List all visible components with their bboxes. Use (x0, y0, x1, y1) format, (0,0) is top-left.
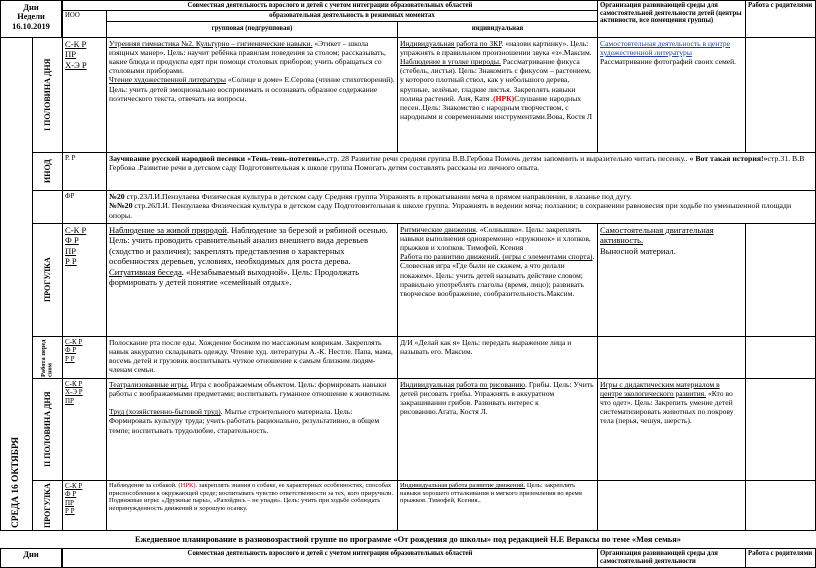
sleep-group-cell (106, 336, 398, 379)
morning-parents-cell (745, 37, 816, 153)
code: С-К Р (65, 39, 87, 49)
code: С-К Р (65, 482, 83, 490)
code: ПР (65, 396, 74, 405)
dog-observation-text: закреплять знания о собаке, ее характерных особенностях, способах приспособления к окружающей среде; воспитывать чувство ответственности за тех, кого приручили. Подвижные игры: «Дружные пары», «Разойдись – не упади». Цель: учить при ходьбе соблюдать непринужденность движений и хорошую осанку. (109, 482, 394, 513)
drawing-text: . Грибы. Цель: Учить детей рисовать грибы. Упражнять в аккуратном закрашивании грибов. Развивать интерес к рисованию.Агата, Костя Л. (400, 380, 594, 417)
sleep-environment-cell (597, 336, 746, 379)
reading-text: «Солнце в доме» Е.Серова (чтение стихотворений). Цель: учить детей эмоционально воспринимать и осознавать образное содержание поэтического текста, отвечать на вопросы. (109, 75, 395, 103)
code: Х-Э Р (65, 388, 83, 397)
fr-lesson-1-number: №20 (109, 192, 125, 201)
drawing-title: Индивидуальная работа по рисованию (400, 380, 526, 389)
dog-observation-title: Наблюдение за собакой. (109, 482, 179, 489)
didactic-games-text: «Кто во что одет». Цель: Закрепить умение детей систематизировать животных по покрову тела (перья, чешуя, шерсть). (600, 389, 734, 426)
sleep-group-text: Полоскание рта после еды. Хождение босиком по массажным коврикам. Закреплять навык аккуратно складывать одежду. Чтение худ. литературы А.-К. Нестле. Папа, мама, восемь детей и грузовик воспитывать чуткое отношение к самым близким людям-членам семьи. (109, 338, 393, 375)
ioo-text: ИОО (65, 12, 80, 19)
inod-story-title: « Вот такая история!» (689, 154, 768, 163)
day-column (0, 37, 33, 531)
env-literature-text: Рассматривание фотографий своих семей. (600, 57, 737, 67)
sleep-individual-cell (397, 336, 598, 379)
codes-morning (62, 37, 107, 153)
code: Р Р (65, 507, 75, 516)
afternoon-group-cell (106, 378, 398, 481)
section-fr (32, 190, 63, 224)
morning-group-cell (106, 37, 398, 153)
days-header (0, 0, 62, 38)
plan-title: Ежедневное планирование в разновозрастной группе по программе «От рождения до школы» под редакцией Н.Е Вераксы по теме «Моя семья» (135, 535, 681, 544)
parents-header (745, 0, 816, 38)
next-environment-text: Организация развивающей среды для самостоятельной деятельности (600, 550, 718, 565)
morning-gymnastics-title: Утренняя гимнастика №2. Культурно – гигиенические навыки. (109, 39, 313, 48)
environment-header-text: Организация развивающей среды для самостоятельной деятельности детей (центры активности, все помещения группы) (600, 2, 742, 25)
didactic-games-title: Игры с дидактическим материалом в центре экологического развития. (600, 380, 720, 399)
walk-environment-cell (597, 223, 746, 337)
fr-cell (106, 190, 816, 224)
section-walk2: ПРОГУЛКА (32, 480, 63, 531)
next-environment-header (597, 548, 746, 568)
code: Р Р (65, 256, 77, 267)
date-label: 16.10.2019 (12, 21, 50, 31)
week-label: Недели (17, 12, 45, 22)
walk-talk-title: Ситуативная беседа (109, 266, 182, 277)
outdoor-material-text: Выносной материал. (600, 245, 676, 256)
zkr-text: . «назови картинку». Цель: упражнять в правильном произношении звука «з».Максим. (400, 39, 592, 58)
theatre-text: Игра с воображаемым объектом. Цель: формировать навыки работы с воображаемыми предметами; воспитывать гуманное отношение к животным. (109, 380, 391, 399)
next-parents-text: Работа с родителями (748, 550, 813, 557)
section-walk: ПРОГУЛКА (32, 223, 63, 337)
code: ПР (65, 49, 76, 60)
movement-title: Работа по развитию движений. (игры с элементами спорта) (400, 252, 593, 262)
code: ПР (65, 245, 76, 256)
env-literature-title: Самостоятельная деятельность в центре художественной литературы (600, 39, 731, 58)
day-label: СРЕДА 16 ОКТЯБРЯ (11, 436, 21, 528)
ioo-header (62, 10, 107, 38)
group-header (106, 21, 398, 38)
codes-afternoon (62, 378, 107, 481)
walk-observation-text: . Наблюдение за березой и рябиной осенью. Цель: учить проводить сравнительный анализ внешнего вида деревьев (сходство и различия); закреплять представления о характерных особенностях деревьев, условиях, необходимых для роста дерева. (109, 225, 388, 267)
theatre-title: Театрализованные игры. (109, 380, 189, 389)
code: С-К Р (65, 338, 83, 346)
walk-group-cell (106, 223, 398, 337)
codes-sleep (62, 336, 107, 379)
parents-header-text: Работа с родителями (748, 2, 813, 9)
next-parents-header (745, 548, 816, 568)
code: ФР (65, 192, 75, 200)
movement-text: . Словесная игра «Где были не скажем, а что делали покажем». Цель: учить детей называть действие словом; правильно употреблять глаголы (время, лицо); развивать творческое воображение, сообразительность.Максим. (400, 252, 595, 298)
walk-parents-cell (745, 223, 816, 337)
code: Х-Э Р (65, 59, 87, 70)
rhythm-text: . «Солнышко». Цель: закреплять навыки выполнения одновременно «пружинок» и хлопков, прыжков и хлопков. Тимофей, Ксения (400, 225, 591, 253)
walk2-individual-cell (397, 480, 598, 531)
code: Ф Р (65, 346, 77, 355)
afternoon-individual-cell (397, 378, 598, 481)
code: ПР (65, 498, 74, 507)
walk-individual-cell (397, 223, 598, 337)
morning-individual-cell (397, 37, 598, 153)
motor-activity-title: Самостоятельная двигательная активность. (600, 225, 714, 246)
next-days-label: Дни (23, 550, 39, 559)
code: Р Р (65, 354, 75, 363)
sleep-parents-cell (745, 336, 816, 379)
afternoon-parents-cell (745, 378, 816, 481)
codes-inod (62, 152, 107, 191)
code: Р. Р (65, 154, 76, 162)
code: Ф Р (65, 235, 79, 246)
walk2-group-cell (106, 480, 398, 531)
jumps-text: Цель: закреплять навыки хорошего отталкивания и мягкого приземления во время прыжков. Тимофей, Ксения.. (400, 482, 582, 505)
afternoon-environment-cell (597, 378, 746, 481)
inod-song-title: Заучивание русской народной песенки «Тень-тень-потетень». (109, 154, 327, 163)
zkr-title: Индивидуальная работа по ЗКР (400, 39, 502, 48)
codes-walk (62, 223, 107, 337)
walk2-parents-cell (745, 480, 816, 531)
fr-lesson-2-number: №№20 (109, 201, 133, 211)
nrk-badge: (НРК). (178, 482, 198, 489)
labour-text: . Мытье строительного материала. Цель: Формировать культуру труда; учить работать рационально, результативно, в общем темпе; воспитывать трудолюбие, старательность. (109, 407, 380, 435)
nature-text: Рассматривание фикуса (стебель, листья). Цель: Знакомить с фикусом – растением, у которого плотный ствол, как у небольшого дерева, крупные, зелёные, гладкие листья. Закреплять навыки полива растений. Аня, Катя . (400, 57, 591, 103)
code: С-К Р (65, 225, 87, 235)
sleep-individual-text: Д/И «Делай как я» Цель: передать выражение лица и называть его. Максим. (400, 338, 572, 357)
code: Ф Р (65, 490, 77, 499)
nrk-badge: (НРК) (493, 93, 515, 103)
next-days-header (0, 548, 62, 568)
fr-lesson-2-text: стр.26Л.И. Пензулаева Физическая культура в детском саду Подготовительная к школе группа. Упражнять в ведении мяча; ползании; в сохранении равновесия при ходьбе по уменьшенной площади опоры. (109, 201, 792, 220)
nature-title: Наблюдение в уголке природы. (400, 57, 501, 67)
individual-header-text: индивидуальная (471, 25, 524, 32)
codes-fr (62, 190, 107, 224)
inod-cell (106, 152, 816, 191)
section-inod: ИНОД (32, 152, 63, 191)
next-joint-activity-text: Совместная деятельность взрослого и детей с учетом интеграции образовательных областей (187, 550, 473, 557)
environment-header (597, 0, 746, 38)
walk-observation-title: Наблюдение за живой природой (109, 225, 227, 235)
songs-text: Слушание народных песен..Цель: Знакомство с народным творчеством, с народными и современными инструментами.Вова, Костя Л (400, 93, 593, 121)
fr-lesson-1-text: стр.23Л.И.Пензулаева Физическая культура в детском саду Средняя группа Упражнять в прокатывании мяча в прямом направлении, в лазанье под дугу. (124, 192, 632, 201)
reading-title: Чтение художественной литературы (109, 75, 226, 85)
rhythm-title: Ритмические движения (400, 225, 476, 234)
labour-title: Труд (хозяйственно-бытовой труд) (109, 407, 221, 417)
walk2-environment-cell (597, 480, 746, 531)
days-label: Дни (23, 3, 39, 12)
inod-song-text: стр. 28 Развитие речи средняя группа В.В.Гербова Помочь детям запомнить и выразительно читать песенку.. (326, 154, 690, 163)
jumps-title: Индивидуальная работа развитие движений. (400, 482, 526, 489)
individual-header (397, 21, 598, 38)
section-morning: I ПОЛОВИНА ДНЯ (32, 37, 63, 153)
joint-activity-text: Совместная деятельность взрослого и детей с учетом интеграции образовательных областей (187, 2, 473, 9)
codes-walk2 (62, 480, 107, 531)
walk-talk-text: . «Незабываемый выходной». Цель: Продолжать формировать у детей понятие «семейный отдых». (109, 266, 360, 288)
next-joint-activity-header (62, 548, 598, 568)
inod-story-text: стр.31. В.В Гербова .Развитие речи в детском саду Подготовительная к школе группа Помогать детям составлять рассказы из личного опыта. (109, 154, 805, 173)
group-header-text: групповая (подгрупповая) (211, 25, 293, 32)
section-sleep: Работа перед сном (32, 336, 63, 379)
morning-environment-cell (597, 37, 746, 153)
morning-gymnastics-text: «Этикет – школа изящных манер». Цель: научит ребёнка правилам поведения за столом; рассказывать, какие блюда и продукты едят при помощи столовых приборов; учить обращаться со столовыми приборами. (109, 39, 386, 76)
regime-activity-text: образовательная деятельность в режимных моментах (269, 12, 435, 19)
section-afternoon: II ПОЛОВИНА ДНЯ (32, 378, 63, 481)
code: С-К Р (65, 380, 83, 388)
